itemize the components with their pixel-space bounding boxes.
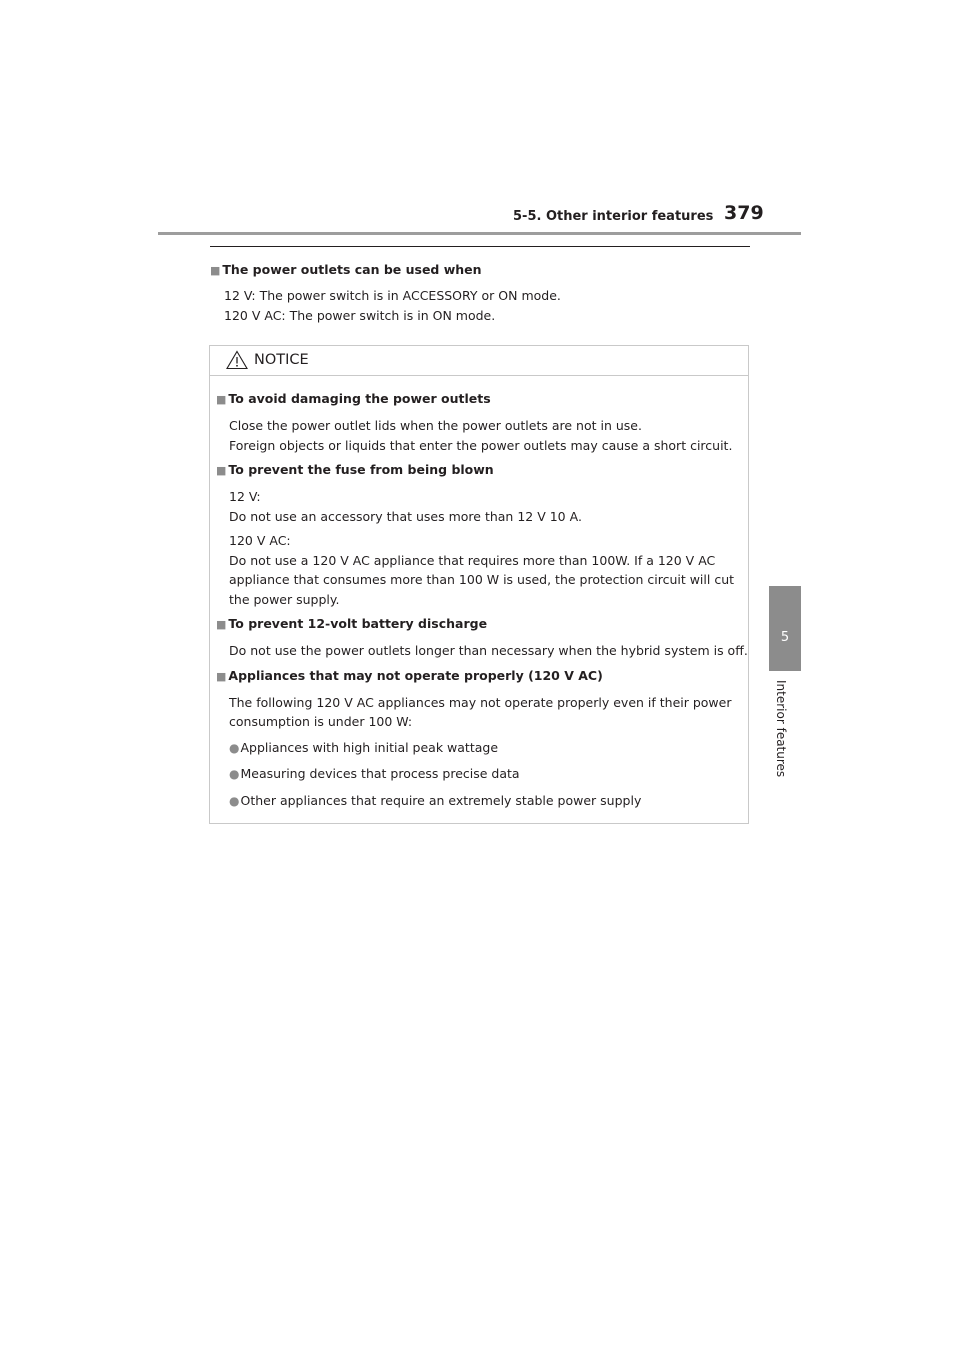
square-bullet-icon: ■ [210, 264, 221, 277]
list-item: ●Other appliances that require an extremely stable power supply [229, 792, 642, 808]
square-bullet-icon: ■ [216, 393, 227, 406]
square-bullet-icon: ■ [216, 464, 227, 477]
chapter-number: 5 [780, 630, 790, 645]
circle-bullet-icon: ● [229, 767, 240, 781]
section-title: 5-5. Other interior features [513, 209, 714, 224]
notice-heading: ■ To prevent 12-volt battery discharge [216, 616, 488, 631]
notice-line: consumption is under 100 W: [229, 714, 413, 729]
notice-line: 120 V AC: [229, 533, 291, 548]
notice-header [210, 346, 748, 376]
notice-content [210, 376, 748, 811]
notice-line: 12 V: [229, 489, 261, 504]
square-bullet-icon: ■ [216, 618, 227, 631]
notice-line: Do not use a 120 V AC appliance that requires more than 100W. If a 120 V AC [229, 552, 716, 568]
notice-heading: ■ To prevent the fuse from being blown [216, 462, 494, 477]
chapter-label: Interior features [774, 680, 788, 778]
list-item: ●Appliances with high initial peak wattage [229, 739, 499, 755]
notice-line: the power supply. [229, 591, 340, 607]
content-divider [210, 246, 750, 247]
circle-bullet-icon: ● [229, 740, 240, 755]
notice-line: Close the power outlet lids when the power outlets are not in use. [229, 418, 642, 433]
notice-title: NOTICE [254, 352, 309, 368]
header-divider [158, 232, 801, 235]
intro-heading: ■ The power outlets can be used when [210, 262, 482, 277]
circle-bullet-icon: ● [229, 793, 240, 808]
notice-heading: ■ To avoid damaging the power outlets [216, 391, 491, 406]
notice-line: Do not use the power outlets longer than necessary when the hybrid system is off. [229, 643, 748, 658]
list-item: ●Measuring devices that process precise data [229, 766, 520, 781]
notice-box [209, 345, 749, 824]
page-number: 379 [724, 202, 764, 224]
notice-line: appliance that consumes more than 100 W is used, the protection circuit will cut [229, 572, 735, 587]
notice-line: Foreign objects or liquids that enter the power outlets may cause a short circuit. [229, 437, 733, 453]
intro-line: 12 V: The power switch is in ACCESSORY or ON mode. [224, 288, 561, 303]
square-bullet-icon: ■ [216, 669, 227, 683]
intro-section [210, 261, 750, 325]
notice-line: Do not use an accessory that uses more than 12 V 10 A. [229, 508, 582, 524]
intro-line: 120 V AC: The power switch is in ON mode. [224, 307, 496, 323]
notice-heading: ■ Appliances that may not operate properly (120 V AC) [216, 667, 603, 683]
chapter-tab [769, 586, 801, 671]
notice-line: The following 120 V AC appliances may not operate properly even if their power [229, 694, 732, 710]
warning-triangle-icon [226, 350, 248, 370]
